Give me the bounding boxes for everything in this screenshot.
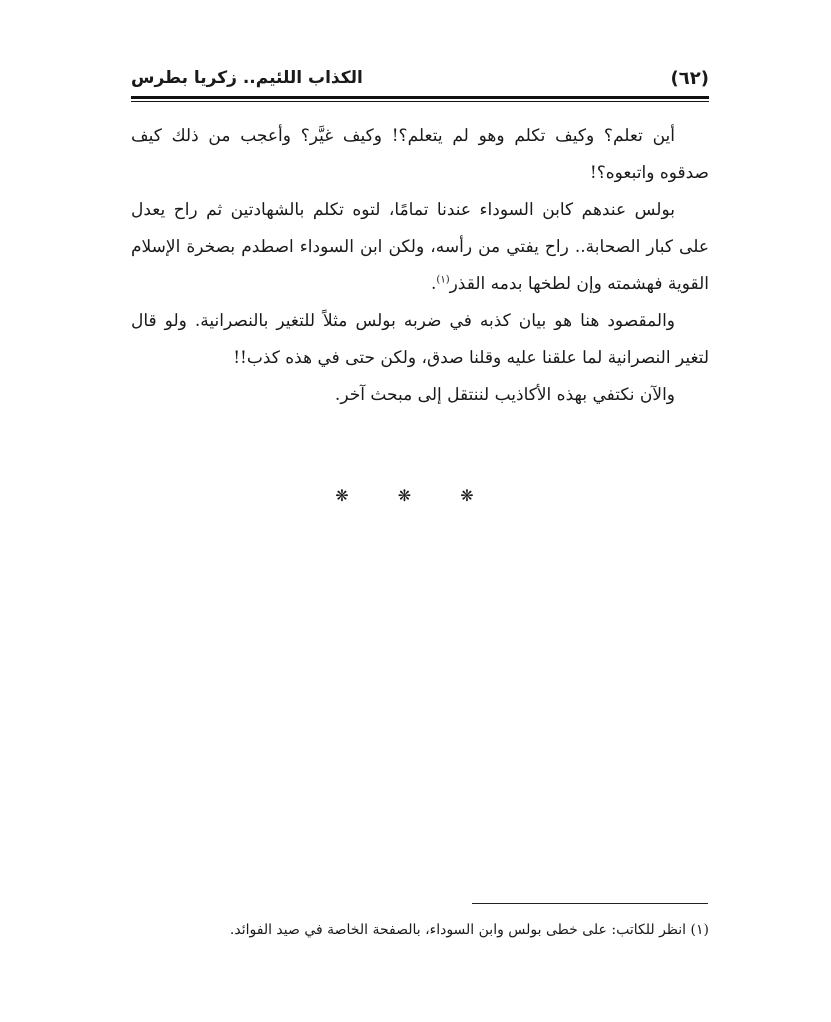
header-rule-thick (131, 96, 709, 99)
footnote-marker: (١) (690, 922, 709, 938)
paragraph-4: والآن نكتفي بهذه الأكاذيب لننتقل إلى مبحث آخر. (334, 385, 675, 405)
paragraph-2-end: . (431, 274, 437, 294)
footnote (131, 918, 709, 942)
page-header (131, 66, 709, 96)
footnote-reference: (١) (436, 274, 450, 286)
paragraph-1: أين تعلم؟ وكيف تكلم وهو لم يتعلم؟! وكيف غيَّر؟ وأعجب من ذلك كيف صدقوه واتبعوه؟! (131, 126, 709, 183)
footnote-rule (472, 903, 708, 904)
paragraph-2-text: بولس عندهم كابن السوداء عندنا تمامًا، لتوه تكلم بالشهادتين ثم راح يعدل على كبار الصحابة.. راح يفتي من رأسه، ولكن ابن السوداء اصطدم بصخرة الإسلام القوية فهشمته وإن لطخها بدمه القذر (131, 200, 709, 294)
header-rule-thin (131, 101, 709, 102)
paragraph-2 (131, 192, 709, 303)
paragraph-3: والمقصود هنا هو بيان كذبه في ضربه بولس مثلاً للتغير بالنصرانية. ولو قال لتغير النصرانية لما علقنا عليه وقلنا صدق، ولكن حتى في هذه كذب!! (131, 311, 709, 368)
body-text (131, 118, 709, 414)
section-separator: ❋ ❋ ❋ (335, 486, 496, 505)
page-number: (٦٢) (670, 68, 709, 89)
footnote-text: انظر للكاتب: على خطى بولس وابن السوداء، بالصفحة الخاصة في صيد الفوائد. (229, 922, 687, 938)
running-title: الكذاب اللئيم.. زكريا بطرس (131, 68, 363, 88)
